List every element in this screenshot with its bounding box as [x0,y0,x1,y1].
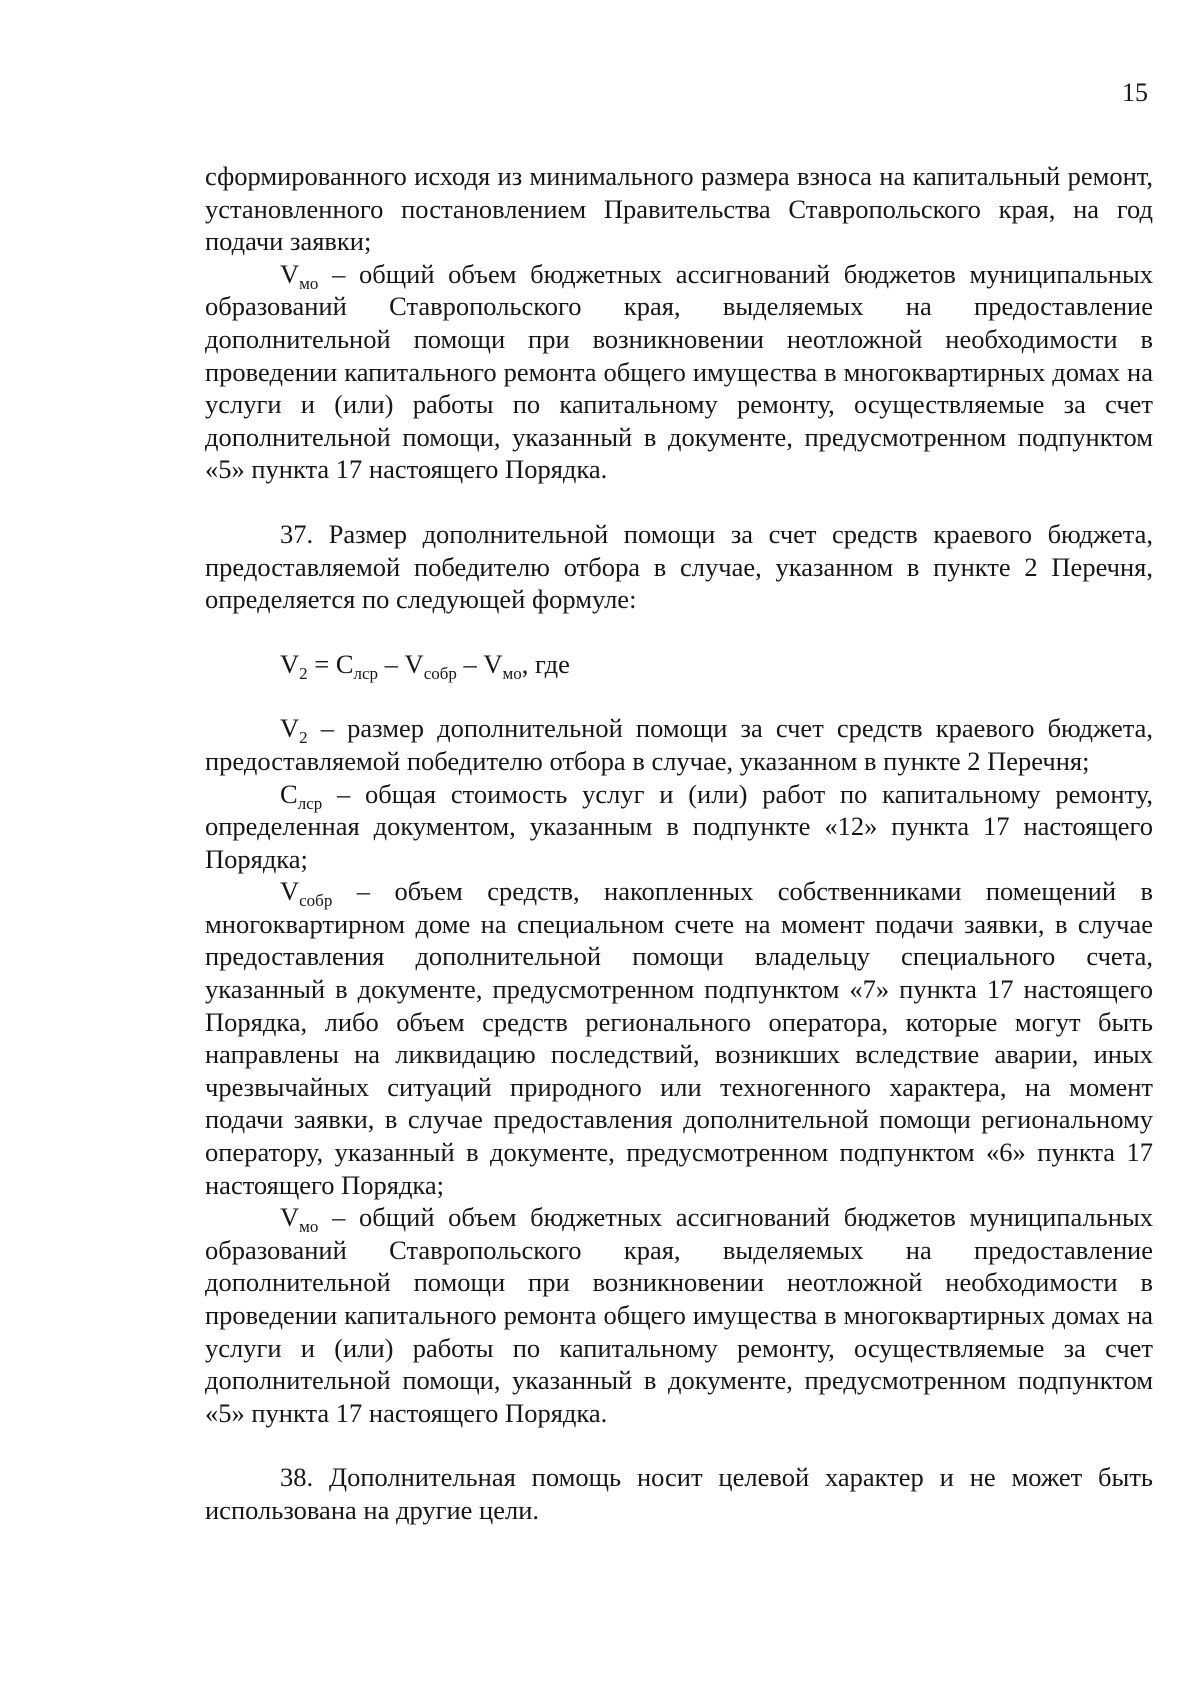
symbol-subscript: мо [299,273,319,293]
symbol-subscript: собр [299,891,333,911]
definition-text: – объем средств, накопленных собственниками помещений в многоквартирном доме на специальном счете на момент подачи заявки, в случае предоставления дополнительной помощи владельцу специального счета, указанный в документе, предусмотренном подпунктом «7» пункта 17 настоящего Порядка, либо объем средств регионального оператора, которые могут быть направлены на ликвидацию последствий, возникших вследствие аварии, иных чрезвычайных ситуаций природного или техногенного характера, на момент подачи заявки, в случае предоставления дополнительной помощи региональному оператору, указанный в документе, предусмотренном подпунктом «6» пункта 17 настоящего Порядка; [205,876,1153,1200]
definition-text: – размер дополнительной помощи за счет средств краевого бюджета, предоставляемой победителю отбора в случае, указанном в пункте 2 Перечня; [205,713,1153,776]
definition-v-sobr [205,875,1153,1201]
definition-text: – общий объем бюджетных ассигнований бюджетов муниципальных образований Ставропольского края, выделяемых на предоставление дополнительной помощи при возникновении неотложной необходимости в проведении капитального ремонта общего имущества в многоквартирных домах на услуги и (или) работы по капитальному ремонту, осуществляемые за счет дополнительной помощи, указанный в документе, предусмотренном подпунктом «5» пункта 17 настоящего Порядка. [205,1202,1153,1428]
paragraph-38: 38. Дополнительная помощь носит целевой характер и не может быть использована на другие цели. [205,1462,1153,1525]
formula-sobr-subscript: собр [423,663,457,683]
formula-v-subscript: 2 [299,663,308,683]
formula-v-mo: – V [456,648,503,679]
symbol: V [280,258,300,289]
symbol-subscript: 2 [299,728,308,748]
formula-tail: , где [521,648,570,679]
formula-c-subscript: лср [353,663,379,683]
definition-v2 [205,712,1153,777]
formula [205,648,1153,681]
document-body [205,160,1153,1527]
symbol: V [280,713,300,744]
formula-c: = C [307,648,354,679]
paragraph-37: 37. Размер дополнительной помощи за счет средств краевого бюджета, предоставляемой победителю отбора в случае, указанном в пункте 2 Перечня, определяется по следующей формуле: [205,518,1153,615]
definition-text: – общая стоимость услуг и (или) работ по капитальному ремонту, определенная документом, указанным в подпункте «12» пункта 17 настоящего Порядка; [205,778,1153,874]
symbol: V [280,876,300,907]
symbol: C [280,778,298,809]
symbol-subscript: мо [299,1217,319,1237]
formula-v: V [280,648,300,679]
page-number: 15 [1122,78,1148,107]
symbol: V [280,1202,300,1233]
formula-mo-subscript: мо [502,663,522,683]
formula-v-sobr: – V [378,648,424,679]
definition-v-mo [205,258,1153,486]
definition-text: – общий объем бюджетных ассигнований бюджетов муниципальных образований Ставропольского края, выделяемых на предоставление дополнительной помощи при возникновении неотложной необходимости в проведении капитального ремонта общего имущества в многоквартирных домах на услуги и (или) работы по капитальному ремонту, осуществляемые за счет дополнительной помощи, указанный в документе, предусмотренном подпунктом «5» пункта 17 настоящего Порядка. [205,258,1153,485]
definition-c-lsr [205,778,1153,876]
definition-v-mo-2 [205,1201,1153,1429]
symbol-subscript: лср [297,793,323,813]
paragraph-continuation: сформированного исходя из минимального размера взноса на капитальный ремонт, установленного постановлением Правительства Ставропольского края, на год подачи заявки; [205,161,1153,257]
